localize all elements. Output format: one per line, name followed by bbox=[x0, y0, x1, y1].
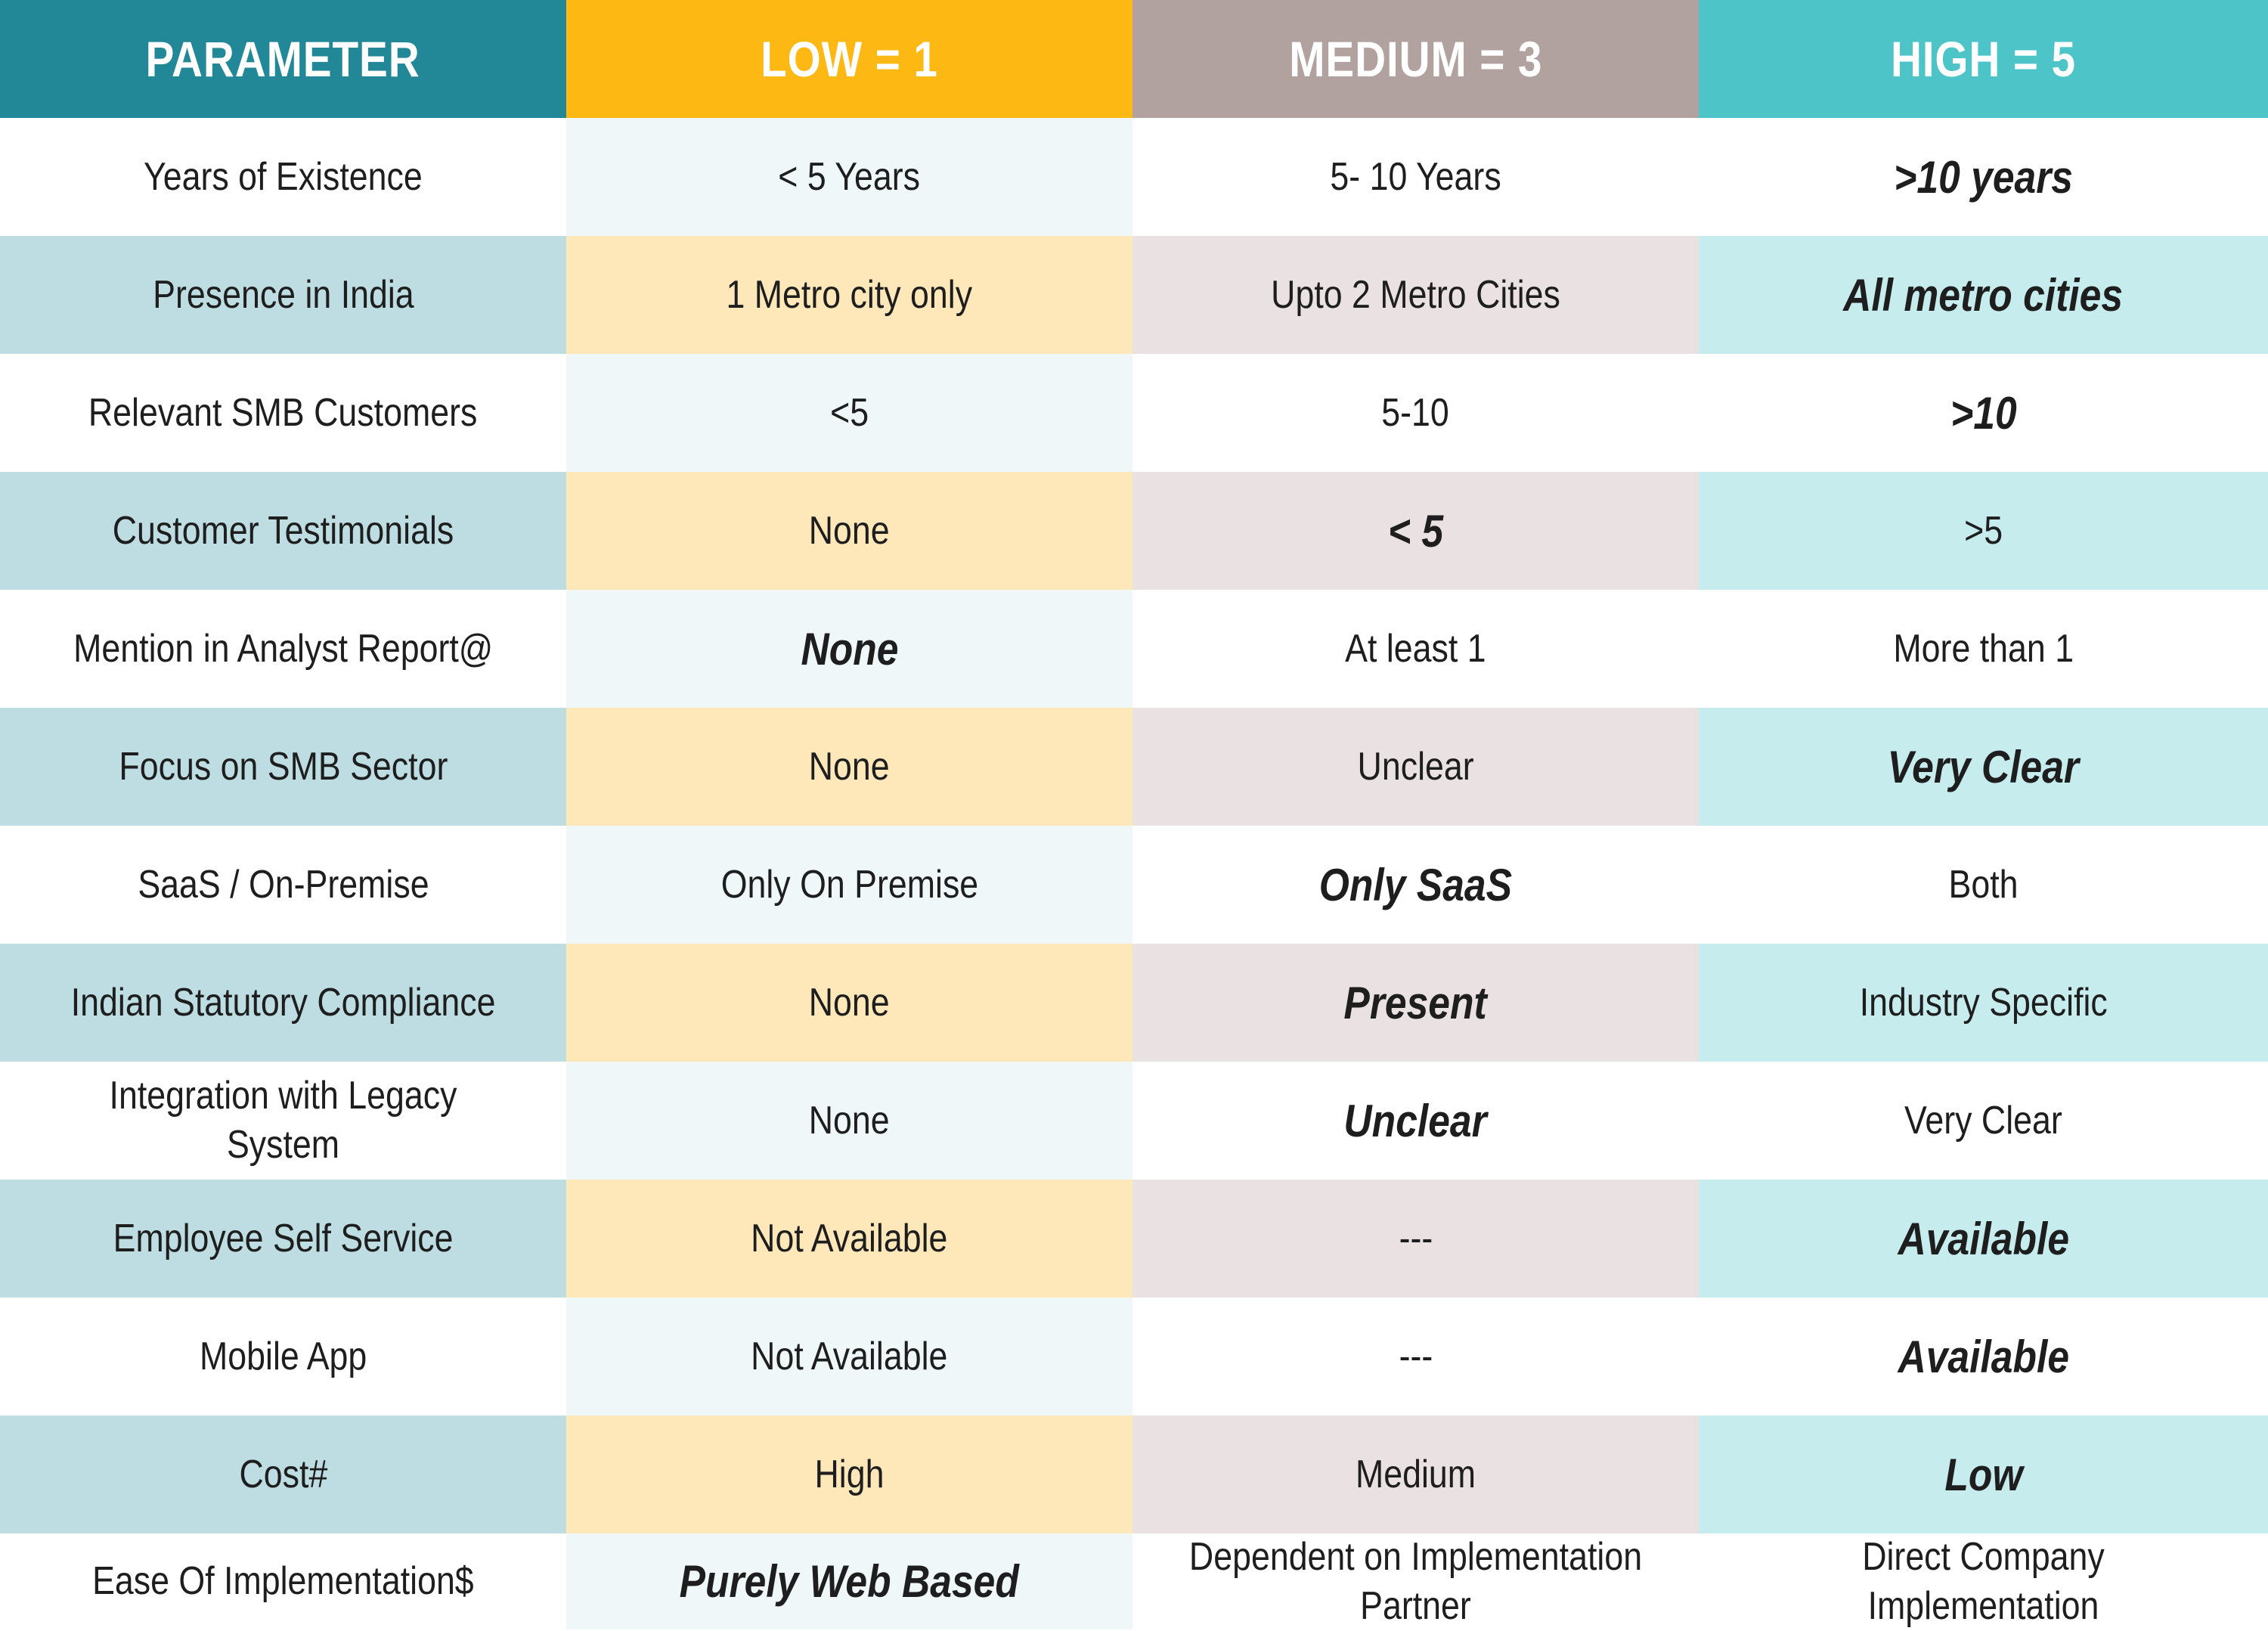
header-high bbox=[1699, 0, 2268, 118]
row-10-low-cell bbox=[566, 1180, 1132, 1298]
row-10-medium-cell bbox=[1132, 1180, 1699, 1298]
header-high-label: HIGH = 5 bbox=[1890, 30, 2077, 87]
row-11-low-text: Not Available bbox=[751, 1334, 948, 1378]
row-8-parameter-cell bbox=[0, 944, 566, 1062]
row-10-high-text: Available bbox=[1898, 1213, 2069, 1264]
row-10-parameter-text: Employee Self Service bbox=[113, 1216, 454, 1260]
header-parameter bbox=[0, 0, 566, 118]
row-7-medium-cell bbox=[1132, 826, 1699, 944]
row-8-high-text: Industry Specific bbox=[1859, 980, 2108, 1025]
row-7-parameter-cell bbox=[0, 826, 566, 944]
row-2-high-text: All metro cities bbox=[1843, 269, 2124, 321]
row-1-low-text: < 5 Years bbox=[778, 154, 921, 199]
row-1-parameter-cell bbox=[0, 118, 566, 236]
row-5-medium-text: At least 1 bbox=[1345, 626, 1486, 671]
header-low bbox=[566, 0, 1132, 118]
row-7-low-cell bbox=[566, 826, 1132, 944]
row-11-parameter-cell bbox=[0, 1298, 566, 1415]
row-10-parameter-cell bbox=[0, 1180, 566, 1298]
row-13-medium-text: Dependent on Implementation Partner bbox=[1188, 1534, 1643, 1628]
row-4-low-text: None bbox=[809, 508, 890, 553]
row-6-medium-cell bbox=[1132, 708, 1699, 826]
row-13-parameter-cell bbox=[0, 1533, 566, 1629]
row-12-low-text: High bbox=[814, 1452, 885, 1496]
row-7-parameter-text: SaaS / On-Premise bbox=[137, 862, 429, 907]
row-12-parameter-cell bbox=[0, 1415, 566, 1533]
row-12-low-cell bbox=[566, 1415, 1132, 1533]
row-12-parameter-text: Cost# bbox=[239, 1452, 327, 1496]
header-medium-label: MEDIUM = 3 bbox=[1288, 30, 1543, 87]
row-13-low-text: Purely Web Based bbox=[679, 1556, 1020, 1607]
row-13-parameter-text: Ease Of Implementation$ bbox=[92, 1559, 474, 1603]
row-3-medium-cell bbox=[1132, 354, 1699, 472]
row-13-high-cell bbox=[1699, 1533, 2268, 1629]
row-3-high-cell bbox=[1699, 354, 2268, 472]
row-12-medium-text: Medium bbox=[1355, 1452, 1476, 1496]
row-6-parameter-text: Focus on SMB Sector bbox=[119, 744, 448, 789]
row-5-high-text: More than 1 bbox=[1893, 626, 2074, 671]
row-12-high-text: Low bbox=[1944, 1449, 2023, 1500]
row-3-low-cell bbox=[566, 354, 1132, 472]
row-6-low-cell bbox=[566, 708, 1132, 826]
row-6-high-cell bbox=[1699, 708, 2268, 826]
row-1-low-cell bbox=[566, 118, 1132, 236]
row-9-parameter-text: Integration with Legacy System bbox=[109, 1074, 457, 1167]
row-6-medium-text: Unclear bbox=[1357, 744, 1474, 789]
row-2-high-cell bbox=[1699, 236, 2268, 354]
row-1-parameter-text: Years of Existence bbox=[144, 154, 423, 199]
row-1-medium-cell bbox=[1132, 118, 1699, 236]
row-8-low-text: None bbox=[809, 980, 890, 1025]
row-11-high-text: Available bbox=[1898, 1331, 2069, 1382]
row-13-low-cell bbox=[566, 1533, 1132, 1629]
row-7-high-text: Both bbox=[1948, 862, 2019, 907]
row-13-high-text: Direct Company Implementation bbox=[1862, 1534, 2105, 1628]
row-3-medium-text: 5-10 bbox=[1381, 390, 1450, 435]
row-4-high-text: >5 bbox=[1963, 508, 2003, 553]
row-12-high-cell bbox=[1699, 1415, 2268, 1533]
row-2-parameter-cell bbox=[0, 236, 566, 354]
row-3-low-text: <5 bbox=[829, 390, 869, 435]
row-4-medium-cell bbox=[1132, 472, 1699, 590]
row-3-parameter-cell bbox=[0, 354, 566, 472]
row-5-low-text: None bbox=[801, 623, 898, 674]
row-8-medium-cell bbox=[1132, 944, 1699, 1062]
row-9-medium-text: Unclear bbox=[1343, 1095, 1488, 1146]
row-11-low-cell bbox=[566, 1298, 1132, 1415]
row-13-medium-cell bbox=[1132, 1533, 1699, 1629]
row-11-medium-cell bbox=[1132, 1298, 1699, 1415]
row-12-medium-cell bbox=[1132, 1415, 1699, 1533]
row-3-parameter-text: Relevant SMB Customers bbox=[88, 390, 478, 435]
row-1-high-text: >10 years bbox=[1894, 151, 2073, 203]
row-8-low-cell bbox=[566, 944, 1132, 1062]
row-4-low-cell bbox=[566, 472, 1132, 590]
row-5-parameter-cell bbox=[0, 590, 566, 708]
row-2-medium-text: Upto 2 Metro Cities bbox=[1271, 272, 1560, 317]
row-1-medium-text: 5- 10 Years bbox=[1330, 154, 1501, 199]
row-1-high-cell bbox=[1699, 118, 2268, 236]
row-7-high-cell bbox=[1699, 826, 2268, 944]
row-3-high-text: >10 bbox=[1950, 387, 2017, 439]
row-8-high-cell bbox=[1699, 944, 2268, 1062]
row-2-parameter-text: Presence in India bbox=[152, 272, 414, 317]
row-9-medium-cell bbox=[1132, 1062, 1699, 1180]
row-11-medium-text: --- bbox=[1399, 1334, 1433, 1378]
row-4-high-cell bbox=[1699, 472, 2268, 590]
row-6-low-text: None bbox=[809, 744, 890, 789]
row-11-parameter-text: Mobile App bbox=[199, 1334, 367, 1378]
row-10-high-cell bbox=[1699, 1180, 2268, 1298]
row-5-high-cell bbox=[1699, 590, 2268, 708]
row-4-parameter-text: Customer Testimonials bbox=[112, 508, 454, 553]
row-7-medium-text: Only SaaS bbox=[1318, 859, 1513, 910]
row-9-high-text: Very Clear bbox=[1904, 1098, 2062, 1143]
row-8-parameter-text: Indian Statutory Compliance bbox=[70, 980, 496, 1025]
row-5-medium-cell bbox=[1132, 590, 1699, 708]
row-9-low-text: None bbox=[809, 1098, 890, 1143]
row-7-low-text: Only On Premise bbox=[720, 862, 978, 907]
row-2-low-cell bbox=[566, 236, 1132, 354]
row-11-high-cell bbox=[1699, 1298, 2268, 1415]
row-6-parameter-cell bbox=[0, 708, 566, 826]
row-10-low-text: Not Available bbox=[751, 1216, 948, 1260]
row-2-medium-cell bbox=[1132, 236, 1699, 354]
row-8-medium-text: Present bbox=[1343, 977, 1488, 1028]
header-parameter-label: PARAMETER bbox=[145, 30, 421, 87]
row-9-low-cell bbox=[566, 1062, 1132, 1180]
row-9-high-cell bbox=[1699, 1062, 2268, 1180]
row-4-parameter-cell bbox=[0, 472, 566, 590]
row-5-parameter-text: Mention in Analyst Report@ bbox=[73, 626, 493, 671]
row-4-medium-text: < 5 bbox=[1387, 505, 1444, 557]
row-6-high-text: Very Clear bbox=[1887, 741, 2080, 792]
header-medium bbox=[1132, 0, 1699, 118]
row-2-low-text: 1 Metro city only bbox=[726, 272, 973, 317]
row-10-medium-text: --- bbox=[1399, 1216, 1433, 1260]
row-9-parameter-cell bbox=[0, 1062, 566, 1180]
row-5-low-cell bbox=[566, 590, 1132, 708]
header-low-label: LOW = 1 bbox=[761, 30, 938, 87]
